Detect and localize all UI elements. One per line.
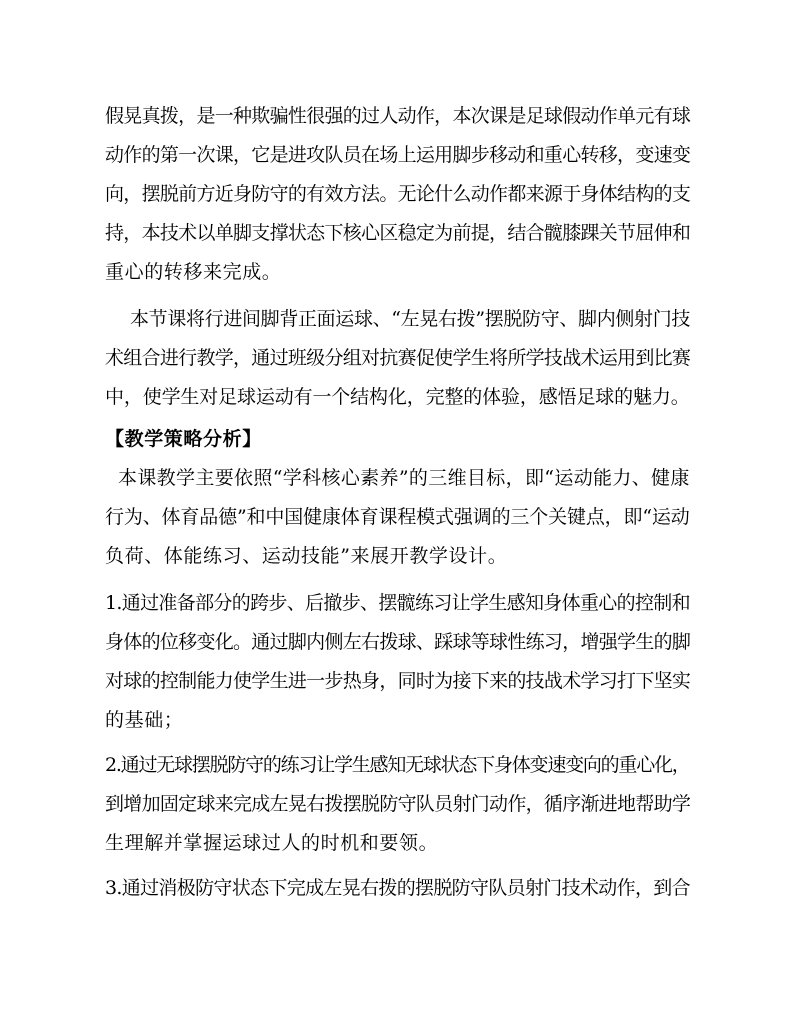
- text-line: 中，使学生对足球运动有一个结构化，完整的体验，感悟足球的魅力。: [105, 386, 690, 408]
- text-line: 向，摆脱前方近身防守的有效方法。无论什么动作都来源于身体结构的支: [105, 183, 691, 205]
- text-line: 本节课将行进间脚背正面运球、“左晃右拨”摆脱防守、脚内侧射门技: [130, 308, 691, 330]
- text-line: 行为、体育品德”和中国健康体育课程模式强调的三个关键点，即“运动: [105, 506, 690, 528]
- text-line: 的基础；: [105, 709, 184, 731]
- text-line: 对球的控制能力使学生进一步热身，同时为接下来的技战术学习打下坚实: [105, 670, 691, 692]
- text-line: 术组合进行教学，通过班级分组对抗赛促使学生将所学技战术运用到比赛: [105, 347, 691, 369]
- text-line: 到增加固定球来完成左晃右拨摆脱防守队员射门动作，循序渐进地帮助学: [105, 793, 691, 815]
- text-line: 生理解并掌握运球过人的时机和要领。: [105, 832, 439, 854]
- text-line: 动作的第一次课，它是进攻队员在场上运用脚步移动和重心转移，变速变: [105, 144, 691, 166]
- text-line: 负荷、体能练习、运动技能”来展开教学设计。: [105, 545, 508, 567]
- section-heading: 【教学策略分析】: [105, 428, 262, 450]
- text-line: 本课教学主要依照“学科核心素养”的三维目标，即“运动能力、健康: [118, 467, 690, 489]
- text-line: 3.通过消极防守状态下完成左晃右拨的摆脱防守队员射门技术动作，到合: [105, 877, 690, 899]
- text-line: 1.通过准备部分的跨步、后撤步、摆髋练习让学生感知身体重心的控制和: [105, 592, 690, 614]
- text-line: 2.通过无球摆脱防守的练习让学生感知无球状态下身体变速变向的重心化，: [105, 754, 690, 776]
- text-line: 身体的位移变化。通过脚内侧左右拨球、踩球等球性练习，增强学生的脚: [105, 631, 691, 653]
- text-line: 持，本技术以单脚支撑状态下核心区稳定为前提，结合髋膝踝关节屈伸和: [105, 222, 691, 244]
- text-line: 假晃真拨，是一种欺骗性很强的过人动作，本次课是足球假动作单元有球: [105, 105, 691, 127]
- text-line: 重心的转移来完成。: [105, 261, 282, 283]
